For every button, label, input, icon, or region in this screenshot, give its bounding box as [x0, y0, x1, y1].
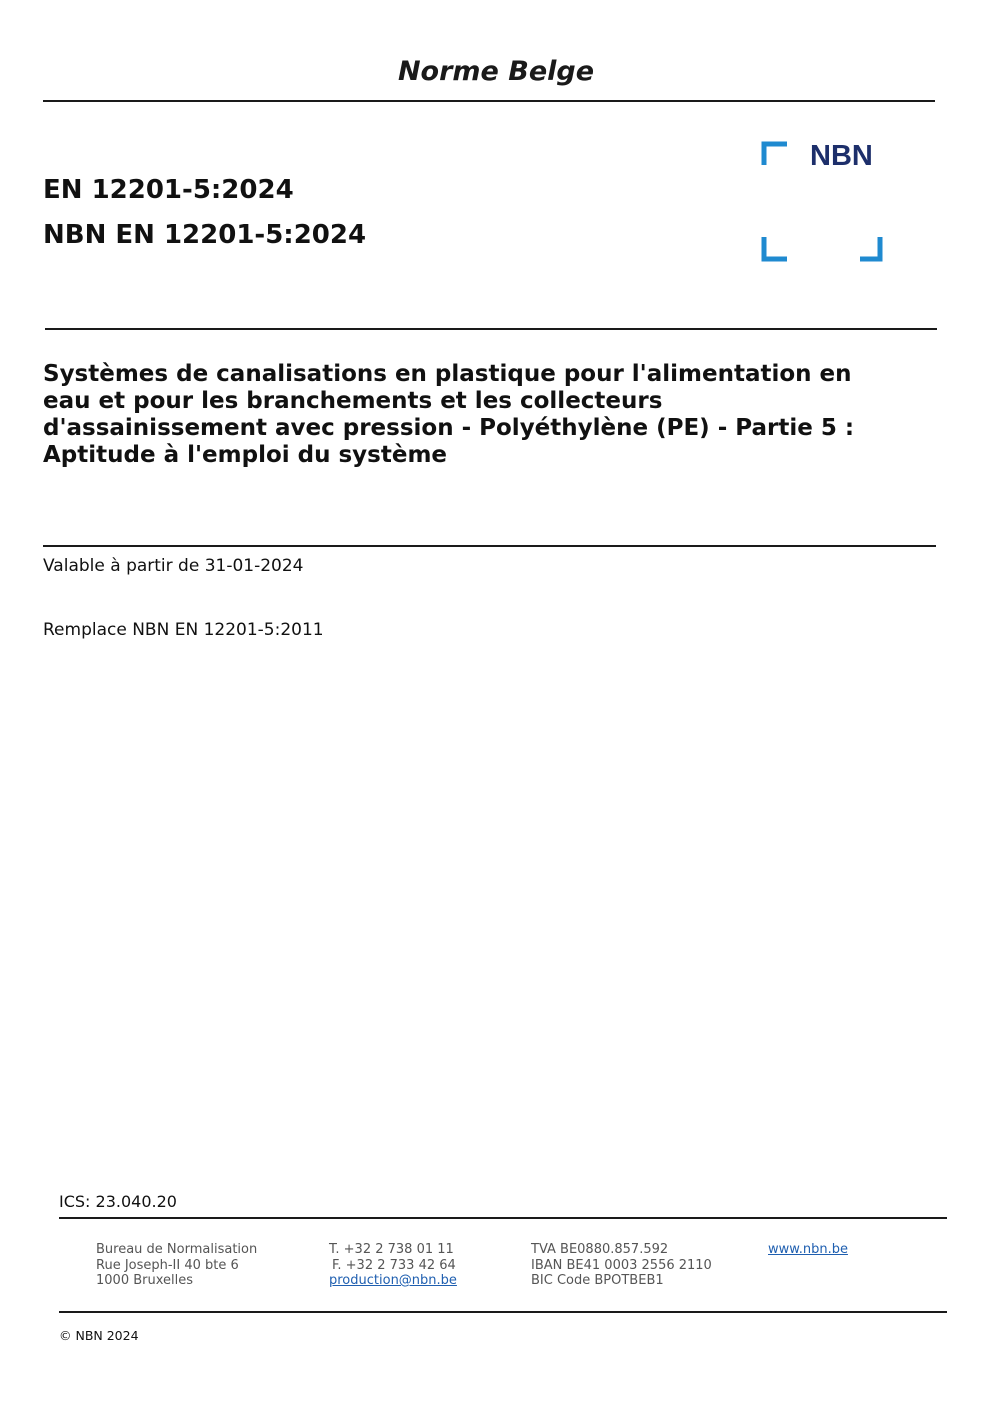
document-title-line: d'assainissement avec pression - Polyéthylène (PE) - Partie 5 :	[43, 415, 855, 441]
replaces-standard: Remplace NBN EN 12201-5:2011	[43, 620, 324, 640]
email-link[interactable]: production@nbn.be	[329, 1273, 457, 1288]
footer-website	[768, 1242, 848, 1258]
footer-address	[96, 1242, 257, 1289]
logo-bracket-top-left	[764, 144, 787, 165]
phone-number: T. +32 2 738 01 11	[329, 1242, 454, 1257]
standard-code-nbn: NBN EN 12201-5:2024	[43, 220, 367, 250]
vat-number: TVA BE0880.857.592	[531, 1242, 669, 1257]
copyright-notice: © NBN 2024	[59, 1328, 139, 1343]
footer-contact	[329, 1242, 457, 1289]
footer-divider-top	[59, 1217, 947, 1219]
iban-number: IBAN BE41 0003 2556 2110	[531, 1257, 712, 1273]
document-title-line: Systèmes de canalisations en plastique pour l'alimentation en	[43, 361, 852, 387]
header-divider	[43, 100, 935, 102]
footer-divider-bottom	[59, 1311, 947, 1313]
bic-code: BIC Code BPOTBEB1	[531, 1273, 664, 1288]
nbn-logo	[760, 140, 888, 266]
document-title	[43, 361, 903, 469]
document-title-line: Aptitude à l'emploi du système	[43, 442, 448, 468]
fax-number: F. +32 2 733 42 64	[332, 1257, 456, 1273]
footer-banking	[531, 1242, 712, 1289]
document-title-line: eau et pour les branchements et les collecteurs	[43, 388, 663, 414]
ics-code: ICS: 23.040.20	[59, 1192, 177, 1211]
standard-code-en: EN 12201-5:2024	[43, 175, 294, 205]
title-divider-top	[45, 328, 937, 330]
logo-bracket-bottom-left	[764, 237, 787, 259]
validity-date: Valable à partir de 31-01-2024	[43, 556, 304, 576]
header-title: Norme Belge	[397, 56, 595, 87]
website-link[interactable]: www.nbn.be	[768, 1242, 848, 1257]
address-line: Rue Joseph-II 40 bte 6	[96, 1257, 239, 1273]
title-divider-bottom	[43, 545, 936, 547]
nbn-logo-graphic	[760, 140, 888, 266]
address-line: 1000 Bruxelles	[96, 1273, 194, 1288]
logo-text: NBN	[810, 140, 873, 172]
logo-bracket-bottom-right	[860, 237, 880, 259]
address-line: Bureau de Normalisation	[96, 1242, 258, 1257]
